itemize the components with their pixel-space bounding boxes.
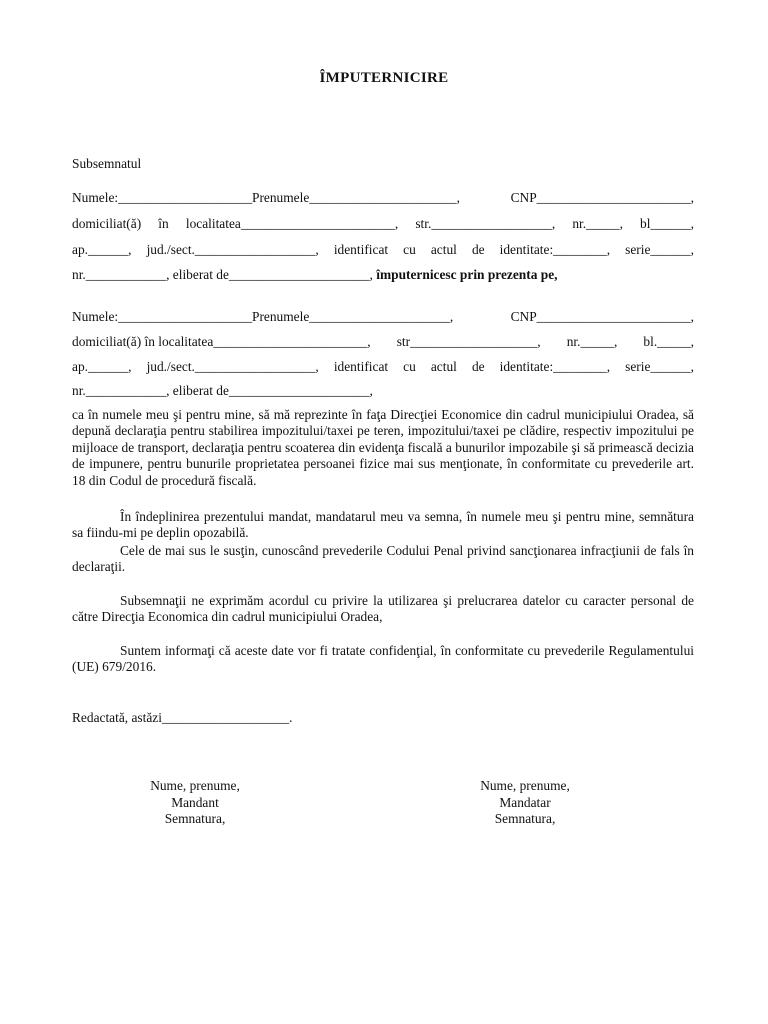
empowerment-statement: împuternicesc prin prezenta pe, <box>376 267 558 282</box>
mandatar-line-3: ap.______, jud./sect.__________________, identificat cu actul de identitate:________, serie______, <box>72 359 694 374</box>
series-field: serie______, <box>625 242 694 257</box>
cnp-field: CNP_______________________, <box>510 190 694 205</box>
name-field: Numele:____________________Prenumele_____________________, <box>72 309 454 324</box>
mandatar-line-1 <box>72 309 694 325</box>
street-field: str___________________, <box>396 334 541 349</box>
mandant-signature-block <box>110 778 280 828</box>
block-field: bl______, <box>640 216 694 231</box>
data-consent-paragraph: Subsemnaţii ne exprimăm acordul cu privire la utilizarea şi prelucrarea datelor cu caracter personal de către Direcţia Economica din cadrul municipiului Oradea, <box>72 593 694 625</box>
locality-field: localitatea_______________________, <box>185 216 399 231</box>
signature-name-label: Nume, prenume, <box>480 778 570 793</box>
signature-name-label: Nume, prenume, <box>150 778 240 793</box>
document-title: ÎMPUTERNICIRE <box>319 70 449 86</box>
signing-paragraph: În îndeplinirea prezentului mandat, mandatarul meu va semna, în numele meu şi pentru mine, semnătura sa fiindu-mi pe deplin opozabilă. <box>72 509 694 541</box>
id-document-field: identitate:________, <box>499 359 611 374</box>
mandatar-signature-block <box>440 778 610 828</box>
county-field: jud./sect.__________________, <box>146 242 319 257</box>
date-line: Redactată, astăzi___________________. <box>72 710 293 725</box>
street-field: str.__________________, <box>415 216 556 231</box>
mandant-line-3: ap.______, jud./sect.__________________, identificat cu actul de identitate:________, serie______, <box>72 242 694 257</box>
signature-label: Semnatura, <box>494 811 556 826</box>
id-document-field: identitate:________, <box>499 242 611 257</box>
series-field: serie______, <box>625 359 694 374</box>
number-field: nr._____, <box>572 216 623 231</box>
block-field: bl._____, <box>643 334 694 349</box>
intro-text: Subsemnatul <box>72 156 142 171</box>
mandatar-line-2 <box>72 334 694 350</box>
number-field: nr._____, <box>566 334 618 349</box>
signature-role-label: Mandatar <box>499 794 551 810</box>
penal-code-paragraph: Cele de mai sus le susţin, cunoscând prevederile Codului Penal privind sancţionarea infracţiunii de fals în declaraţii. <box>72 543 694 575</box>
mandant-line-1 <box>72 190 694 206</box>
apartment-field: ap.______, <box>72 242 132 257</box>
cnp-field: CNP_______________________, <box>510 309 694 324</box>
mandant-line-2: domiciliat(ă) în localitatea_______________________, str.__________________, nr._____, bl______, <box>72 216 694 231</box>
mandatar-line-4: nr.____________, eliberat de_____________________, <box>72 383 373 398</box>
county-field: jud./sect.__________________, <box>146 359 319 374</box>
mandant-line-4 <box>72 267 558 283</box>
signature-role-label: Mandant <box>171 794 219 810</box>
name-field: Numele:____________________Prenumele______________________, <box>72 190 460 205</box>
mandate-scope-paragraph: ca în numele meu şi pentru mine, să mă reprezinte în faţa Direcţiei Economice din cadrul municipiului Oradea, să depună declaraţia pentru stabilirea impozitului/taxei pe teren, impozitului/taxei pe clădire, respectiv impozitului pe mijloace de transport, declaraţia pentru scoaterea din evidenţa fiscală a bunurilor impozabile şi să primească decizia de impunere, pentru bunurile proprietatea persoanei fizice mai sus menţionate, în conformitate cu prevederile art. 18 din Codul de procedură fiscală. <box>72 407 694 488</box>
signature-label: Semnatura, <box>164 811 226 826</box>
id-number-issued-field: nr.____________, eliberat de_____________________, <box>72 267 373 282</box>
confidentiality-paragraph: Suntem informaţi că aceste date vor fi tratate confidenţial, în conformitate cu prevederile Regulamentului (UE) 679/2016. <box>72 643 694 675</box>
locality-field: domiciliat(ă) în localitatea_______________________, <box>72 334 371 349</box>
apartment-field: ap.______, <box>72 359 132 374</box>
